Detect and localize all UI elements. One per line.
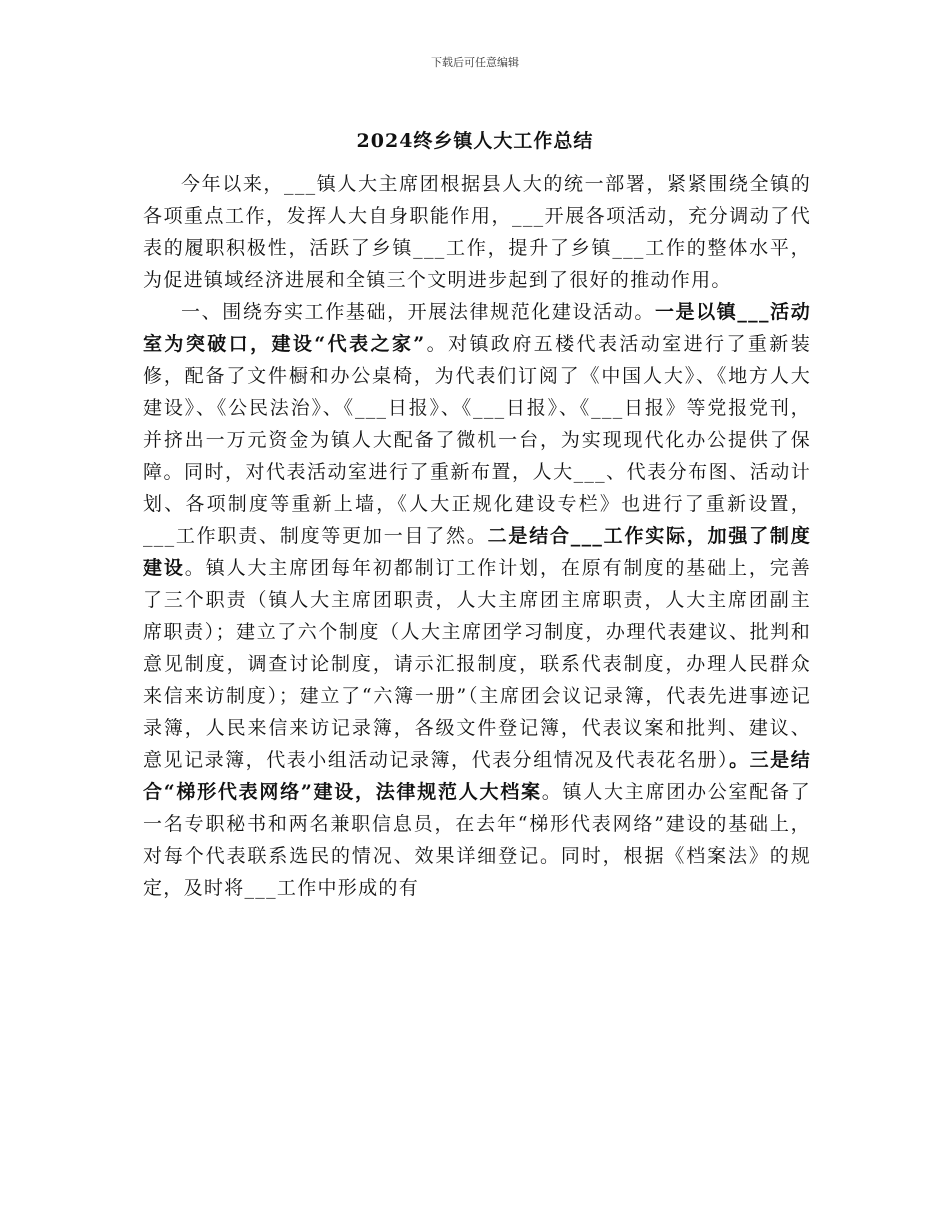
point-one-text: 。对镇政府五楼代表活动室进行了重新装修，配备了文件橱和办公桌椅，为代表们订阅了《中国人大》、《地方人大建设》、《公民法治》、《___日报》、《___日报》、《___日报》等党报党刊，并挤出一万元资金为镇人大配备了微机一台，为实现现代化办公提供了保障。同时，对代表活动室进行了重新布置，人大___、代表分布图、活动计划、各项制度等重新上墙，《人大正规化建设专栏》也进行了重新设置，___工作职责、制度等更加一目了然。 bbox=[143, 333, 811, 547]
section-one-heading: 一、围绕夯实工作基础，开展法律规范化建设活动。 bbox=[181, 301, 655, 323]
point-two-text: 。镇人大主席团每年初都制订工作计划，在原有制度的基础上，完善了三个职责（镇人大主席团职责，人大主席团主席职责，人大主席团副主席职责）；建立了六个制度（人大主席团学习制度，办理代表建议、批判和意见制度，调查讨论制度，请示汇报制度，联系代表制度，办理人民群众来信来访制度）；建立了“六簿一册”（主席团会议记录簿，代表先进事迹记录簿，人民来信来访记录簿，各级文件登记簿，代表议案和批判、建议、意见记录簿，代表小组活动记录簿，代表分组情况及代表花名册） bbox=[143, 557, 811, 771]
point-two-bold: 二是结合___工作实际，加强了制度建设 bbox=[143, 525, 812, 579]
section-one-paragraph bbox=[143, 296, 811, 904]
point-three-bold: 。三是结合“梯形代表网络”建设，法律规范人大档案 bbox=[143, 749, 812, 803]
document-title: 2024终乡镇人大工作总结 bbox=[356, 130, 594, 152]
point-one-bold: 一是以镇___活动室为突破口，建设“代表之家” bbox=[143, 301, 811, 355]
page-header-note: 下载后可任意编辑 bbox=[431, 56, 519, 69]
intro-paragraph: 今年以来，___镇人大主席团根据县人大的统一部署，紧紧围绕全镇的各项重点工作，发挥人大自身职能作用，___开展各项活动，充分调动了代表的履职积极性，活跃了乡镇___工作，提升了乡镇___工作的整体水平，为促进镇域经济进展和全镇三个文明进步起到了很好的推动作用。 bbox=[143, 173, 811, 291]
document-body bbox=[143, 168, 811, 904]
point-three-text: 。镇人大主席团办公室配备了一名专职秘书和两名兼职信息员，在去年“梯形代表网络”建设的基础上，对每个代表联系选民的情况、效果详细登记。同时，根据《档案法》的规定，及时将___工作中形成的有 bbox=[143, 781, 812, 899]
